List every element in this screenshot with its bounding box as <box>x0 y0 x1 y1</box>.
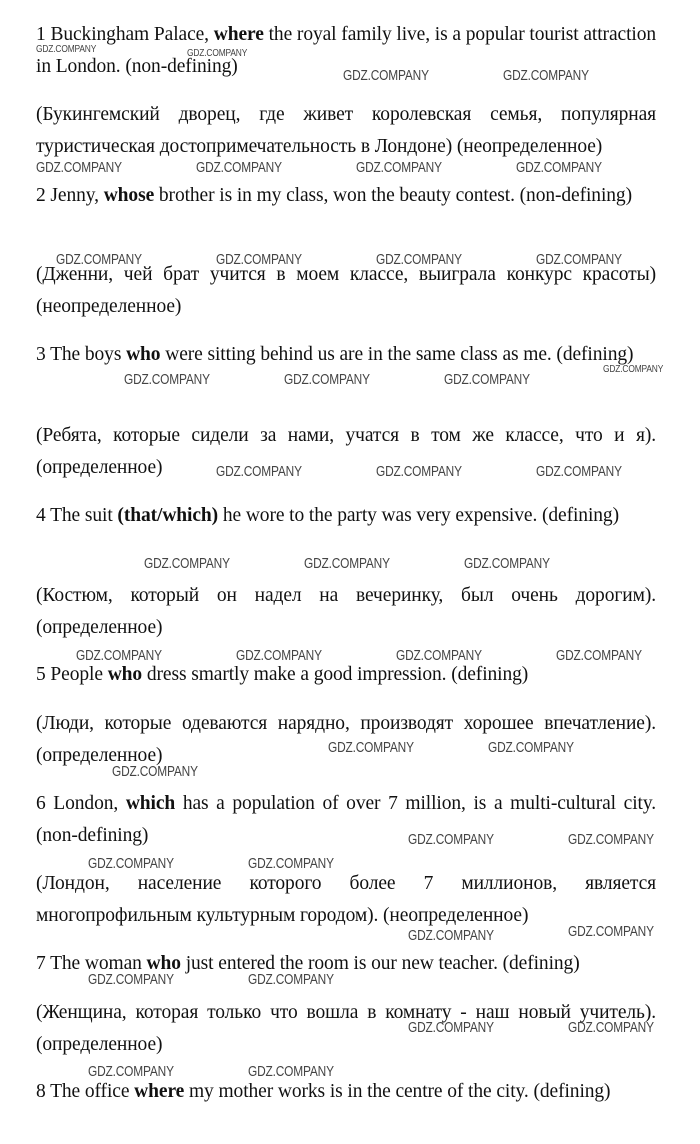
watermark: GDZ.COMPANY <box>488 740 574 756</box>
watermark: GDZ.COMPANY <box>284 372 370 388</box>
watermark: GDZ.COMPANY <box>396 648 482 664</box>
watermark: GDZ.COMPANY <box>408 1020 494 1036</box>
watermark: GDZ.COMPANY <box>376 252 462 268</box>
relative-pronoun: who <box>146 953 181 974</box>
sentence-1-ru: (Букингемский дворец, где живет королевская семья, популярная туристическая достопримечательность в Лондоне) (неопределенное) <box>36 104 656 157</box>
watermark: GDZ.COMPANY <box>304 556 390 572</box>
sentence-4-en: 4 The suit (that/which) he wore to the party was very expensive. (defining) <box>36 505 619 526</box>
watermark: GDZ.COMPANY <box>88 972 174 988</box>
watermark: GDZ.COMPANY <box>328 740 414 756</box>
relative-pronoun: (that/which) <box>117 505 219 526</box>
watermark: GDZ.COMPANY <box>36 43 97 55</box>
relative-pronoun: where <box>134 1081 185 1102</box>
watermark: GDZ.COMPANY <box>248 1064 334 1080</box>
sentence-3-en: 3 The boys who were sitting behind us are in the same class as me. (defining) <box>36 344 634 365</box>
watermark: GDZ.COMPANY <box>556 648 642 664</box>
watermark: GDZ.COMPANY <box>376 464 462 480</box>
sentence-6-ru: (Лондон, население которого более 7 миллионов, является многопрофильным культурным городом). (неопределенное) <box>36 873 656 926</box>
watermark: GDZ.COMPANY <box>503 68 589 84</box>
sentence-5-en: 5 People who dress smartly make a good impression. (defining) <box>36 664 529 685</box>
sentence-7-ru: (Женщина, которая только что вошла в комнату - наш новый учитель). (определенное) <box>36 1002 656 1055</box>
relative-pronoun: who <box>126 344 161 365</box>
sentence-5-ru: (Люди, которые одеваются нарядно, производят хорошее впечатление). (определенное) <box>36 713 656 766</box>
watermark: GDZ.COMPANY <box>88 856 174 872</box>
sentence-2-ru: (Дженни, чей брат учится в моем классе, выиграла конкурс красоты) (неопределенное) <box>36 264 656 317</box>
sentence-6-en: 6 London, which has a population of over 7 million, is a multi-cultural city. (non-defining) <box>36 793 656 846</box>
watermark: GDZ.COMPANY <box>356 160 442 176</box>
watermark: GDZ.COMPANY <box>516 160 602 176</box>
relative-pronoun: whose <box>103 185 155 206</box>
sentence-1-en: 1 Buckingham Palace, where the royal family live, is a popular tourist attraction in London. (non-defining) <box>36 24 656 77</box>
sentence-8-en: 8 The office where my mother works is in the centre of the city. (defining) <box>36 1081 611 1102</box>
watermark: GDZ.COMPANY <box>236 648 322 664</box>
watermark: GDZ.COMPANY <box>568 924 654 940</box>
watermark: GDZ.COMPANY <box>56 252 142 268</box>
watermark: GDZ.COMPANY <box>536 464 622 480</box>
watermark: GDZ.COMPANY <box>187 47 248 59</box>
watermark: GDZ.COMPANY <box>536 252 622 268</box>
watermark: GDZ.COMPANY <box>248 856 334 872</box>
watermark: GDZ.COMPANY <box>248 972 334 988</box>
sentence-7-en: 7 The woman who just entered the room is our new teacher. (defining) <box>36 953 580 974</box>
watermark: GDZ.COMPANY <box>568 832 654 848</box>
watermark: GDZ.COMPANY <box>603 363 664 375</box>
relative-pronoun: where <box>213 24 264 45</box>
watermark: GDZ.COMPANY <box>144 556 230 572</box>
watermark: GDZ.COMPANY <box>408 832 494 848</box>
watermark: GDZ.COMPANY <box>112 764 198 780</box>
sentence-3-ru: (Ребята, которые сидели за нами, учатся в том же классе, что и я). (определенное) <box>36 425 656 478</box>
watermark: GDZ.COMPANY <box>76 648 162 664</box>
watermark: GDZ.COMPANY <box>216 252 302 268</box>
watermark: GDZ.COMPANY <box>216 464 302 480</box>
relative-pronoun: which <box>125 793 176 814</box>
watermark: GDZ.COMPANY <box>36 160 122 176</box>
watermark: GDZ.COMPANY <box>464 556 550 572</box>
watermark: GDZ.COMPANY <box>343 68 429 84</box>
watermark: GDZ.COMPANY <box>444 372 530 388</box>
relative-pronoun: who <box>107 664 143 685</box>
watermark: GDZ.COMPANY <box>88 1064 174 1080</box>
watermark: GDZ.COMPANY <box>196 160 282 176</box>
watermark: GDZ.COMPANY <box>124 372 210 388</box>
sentence-2-en: 2 Jenny, whose brother is in my class, won the beauty contest. (non-defining) <box>36 185 632 206</box>
watermark: GDZ.COMPANY <box>568 1020 654 1036</box>
sentence-4-ru: (Костюм, который он надел на вечеринку, был очень дорогим). (определенное) <box>36 585 656 638</box>
watermark: GDZ.COMPANY <box>408 928 494 944</box>
